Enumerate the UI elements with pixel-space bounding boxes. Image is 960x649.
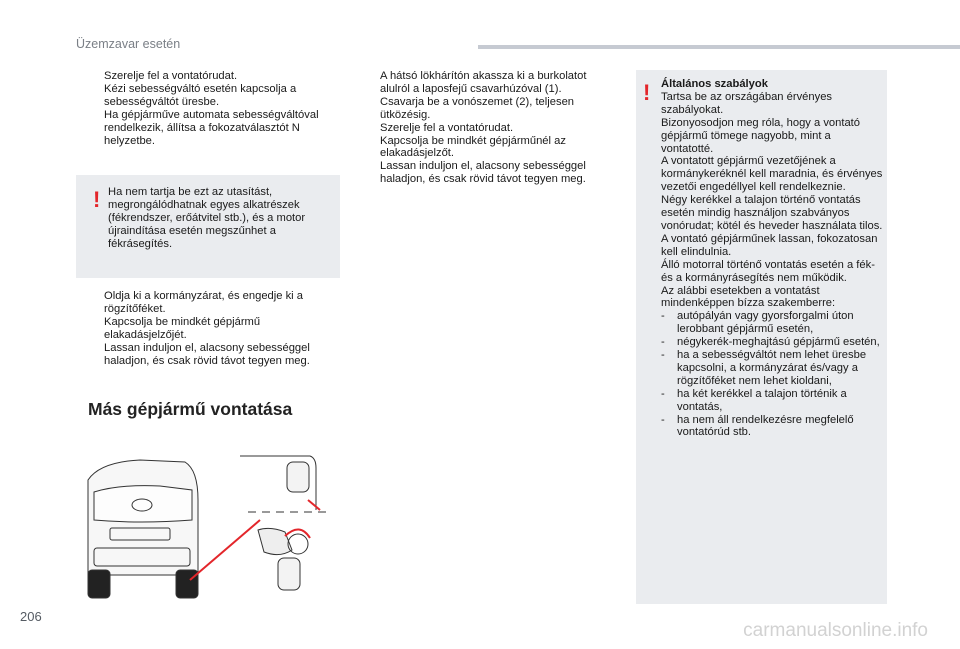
watermark: carmanualsonline.info: [743, 620, 928, 641]
step-text: Kézi sebességváltó esetén kapcsolja a sebességváltót üresbe.: [104, 82, 297, 108]
dash-marker: -: [661, 387, 665, 400]
rule-paragraph: Négy kerékkel a talajon történő vontatás esetén mindig használjon szabványos vonórudat; kötél és heveder használata tilos.: [661, 194, 883, 232]
step-text: A hátsó lökhárítón akassza ki a burkolatot alulról a laposfejű csavarhúzóval (1).: [380, 70, 587, 95]
step-text: Kapcsolja be mindkét gépjármű elakadásjelzőjét.: [104, 315, 261, 341]
header-bar: [478, 45, 960, 49]
rule-case-text: ha két kerékkel a talajon történik a vontatás,: [677, 387, 847, 413]
rule-case-text: autópályán vagy gyorsforgalmi úton lerobbant gépjármű esetén,: [677, 310, 854, 336]
step-item: [88, 83, 340, 109]
step-text: Kapcsolja be mindkét gépjárműnél az elakadásjelzőt.: [380, 134, 566, 160]
column-2-steps: [364, 70, 612, 186]
step-text: Csavarja be a vonószemet (2), teljesen ütközésig.: [380, 95, 575, 121]
rule-case-item: [661, 336, 886, 349]
step-item: [364, 160, 612, 186]
dash-marker: -: [661, 349, 665, 362]
rule-paragraph: Az alábbi esetekben a vontatást mindenképpen bízza szakemberre:: [661, 284, 836, 310]
rule-case-item: [661, 310, 886, 336]
page-header-title: Üzemzavar esetén: [76, 37, 181, 51]
warning-exclamation-icon: !: [643, 80, 651, 105]
rule-paragraph: Bizonyosodjon meg róla, hogy a vontató gépjármű tömege nagyobb, mint a vontatotté.: [661, 116, 861, 155]
step-item: [364, 96, 612, 122]
section-title: Más gépjármű vontatása: [88, 399, 293, 419]
rule-case-text: ha a sebességváltót nem lehet üresbe kapcsolni, a kormányzárat és/vagy a rögzítőféket nem lehet kioldani,: [677, 349, 867, 387]
dash-marker: -: [661, 413, 665, 426]
step-item: [88, 290, 340, 316]
step-item: [364, 135, 612, 161]
rule-paragraph: Tartsa be az országában érvényes szabályokat.: [661, 90, 833, 116]
step-text: Szerelje fel a vontatórudat.: [104, 70, 238, 82]
step-item: [88, 316, 340, 342]
page-number: 206: [20, 609, 42, 624]
step-text: Oldja ki a kormányzárat, és engedje ki a rögzítőféket.: [104, 290, 303, 315]
towing-eye-illustration: [80, 440, 340, 608]
step-item: [88, 70, 340, 83]
dash-marker: -: [661, 310, 665, 323]
rule-case-item: [661, 388, 886, 414]
rule-case-text: ha nem áll rendelkezésre megfelelő vontatórúd stb.: [677, 413, 854, 439]
general-rules-panel: [636, 70, 887, 604]
column-1-steps-2: [88, 290, 340, 367]
step-item: [364, 122, 612, 135]
step-text: Szerelje fel a vontatórudat.: [380, 121, 514, 134]
rule-paragraph: Álló motorral történő vontatás esetén a fék- és a kormányrásegítés nem működik.: [661, 258, 875, 284]
rule-case-text: négykerék-meghajtású gépjármű esetén,: [677, 336, 880, 349]
step-text: Lassan induljon el, alacsony sebességgel haladjon, és csak rövid távot tegyen meg.: [380, 160, 586, 186]
column-1-steps: [88, 70, 340, 147]
step-text: Lassan induljon el, alacsony sebességgel haladjon, és csak rövid távot tegyen meg.: [104, 341, 310, 367]
step-item: [88, 109, 340, 148]
rule-case-item: [661, 349, 886, 388]
warning-text: Ha nem tartja be ezt az utasítást, megrongálódhatnak egyes alkatrészek (fékrendszer, erőátvitel stb.), és a motor újraindítása esetén megszűnhet a fékrásegítés.: [108, 186, 306, 250]
step-item: [364, 70, 612, 96]
general-rules-heading: Általános szabályok: [661, 78, 768, 90]
rule-paragraph: A vontatott gépjármű vezetőjének a kormánykeréknél kell maradnia, és érvényes vezetői engedéllyel kell rendelkeznie.: [661, 155, 883, 194]
rule-case-item: [661, 414, 886, 440]
step-item: [88, 342, 340, 368]
warning-exclamation-icon: !: [93, 187, 101, 212]
step-text: Ha gépjárműve automata sebességváltóval rendelkezik, állítsa a fokozatválasztót N helyzetbe.: [104, 108, 319, 147]
rule-paragraph: A vontató gépjárműnek lassan, fokozatosan kell elindulnia.: [661, 232, 878, 258]
dash-marker: -: [661, 336, 665, 349]
warning-box: [76, 175, 340, 278]
